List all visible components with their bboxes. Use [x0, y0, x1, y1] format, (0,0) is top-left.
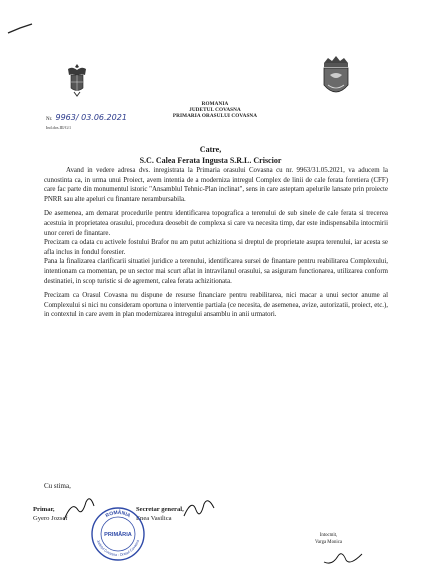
- signatory-mayor-title: Primar,: [33, 506, 55, 513]
- drafted-by-block: [315, 533, 342, 546]
- drafted-by-name: Varga Monica: [315, 539, 342, 545]
- registration-handwritten: 9963/ 03.06.2021: [55, 113, 127, 122]
- official-stamp-icon: [90, 506, 146, 562]
- pen-mark-icon: [6, 22, 34, 36]
- signatory-secretary-title: Secretar general,: [136, 506, 184, 513]
- header-institution: PRIMARIA ORASULUI COVASNA: [172, 113, 258, 119]
- header-county: JUDETUL COVASNA: [189, 107, 241, 113]
- paragraph: Pana la finalizarea clarificarii situatiei juridice a terenului, identificarea sursei de finantare pentru reabilitarea Complexului, intentionam ca momentan, pe un sector mai scurt aflat in intravilanul orasului, sa asiguram functionarea, utilizarea conform destinatiei, in scop turistic si de agrement, calea ferata achizitionata.: [44, 258, 388, 285]
- romania-coat-of-arms-icon: [66, 62, 88, 98]
- covasna-crest-icon: [320, 55, 352, 101]
- secretary-signature-icon: [182, 496, 216, 522]
- paragraph: Precizam ca Orasul Covasna nu dispune de resurse financiare pentru reabilitarea, nici macar a unui sector anume al Complexului si nici nu consideram oportuna o interventie partiala (ce necesita, de asemenea, avize, autorizatii, proiect, etc.), in contextul in care avem in plan modernizarea intregului ansamblu in anii urmatori.: [44, 292, 388, 319]
- addressee-block: [0, 144, 421, 166]
- registration-number: [46, 113, 127, 122]
- signatory-mayor-name: Gyero Jozsef: [33, 515, 68, 522]
- institution-header: [130, 101, 300, 119]
- header-country: ROMANIA: [201, 101, 229, 107]
- letter-body: [44, 166, 388, 320]
- signatory-secretary-name: Enea Vasilica: [136, 515, 172, 522]
- drafted-by-label: Intocmit,: [319, 533, 338, 538]
- paragraph: Precizam ca odata cu activele fostului Brafor nu am putut achizitiona si dreptul de proprietate asupra terenului, iar acesta se afla inclus in fondul forestier.: [44, 239, 388, 256]
- addressee-salutation: Catre,: [199, 145, 222, 154]
- drafter-signature-icon: [322, 548, 364, 568]
- closing-line: Cu stima,: [44, 482, 71, 490]
- stamp-top-text: ROMÂNIA: [104, 509, 132, 520]
- file-indicator: Ind.dos.III/G/1: [46, 125, 72, 130]
- stamp-bottom-text: Județul Covasna - Orașul Covasna: [95, 539, 141, 558]
- stamp-center-text: PRIMĂRIA: [104, 532, 132, 538]
- paragraph: Avand in vedere adresa dvs. inregistrata la Primaria orasului Covasna cu nr. 9963/31.05.2021, va aducem la cunostinta ca, in urma unui Proiect, avem intentia de a moderniza intregul Complex de linii de cale ferata foretiera (CFF) care fac parte din monumentul istoric "Ansamblul Tehnic-Plan inclinat", sens in care asteptam apelurile lansate prin proiecte PNRR sau alte apeluri cu finantare nerambursabila.: [44, 167, 388, 203]
- paragraph: De asemenea, am demarat procedurile pentru identificarea topografica a terenului de sub sinele de cale ferata si trecerea acestuia in proprietatea orasului, procedura deosebit de complexa si care va necesita timp, dar este indispensabila intocmirii unor cereri de finantare.: [44, 210, 388, 237]
- addressee-company: S.C. Calea Ferata Ingusta S.R.L. Criscior: [139, 156, 282, 165]
- registration-prefix: Nr.: [46, 117, 53, 122]
